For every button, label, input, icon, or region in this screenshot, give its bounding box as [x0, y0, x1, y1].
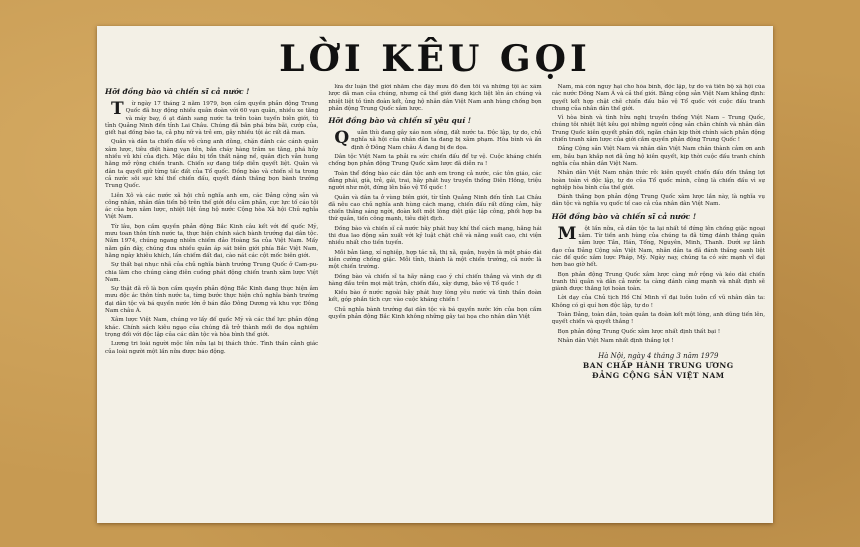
paragraph: Mỗi bản làng, xí nghiệp, hợp tác xã, thị xã, quận, huyện là một pháo đài kiên cường chống giặc. Mỗi tỉnh, thành là một chiến trường, cả nước là một chiến trường.	[328, 249, 542, 271]
paragraph: Một lần nữa, cả dân tộc ta lại nhất tề đứng lên chống giặc ngoại xâm. Từ tiền anh hùng của chúng ta đã từng đánh thắng quân xâm lược Tần, Hán, Tống, Nguyên, Minh, Thanh. Dưới sự lãnh đạo của Đảng Cộng sản Việt Nam, nhân dân ta đã đánh thắng oanh liệt các đế quốc xâm lược Pháp, Mỹ. Ngày nay, chúng ta có sức mạnh vĩ đại hơn bao giờ hết.	[551, 223, 765, 269]
signature-org-line-1: BAN CHẤP HÀNH TRUNG ƯƠNG	[582, 361, 734, 371]
paragraph: Đồng bào và chiến sĩ cả nước hãy phát huy khí thế cách mạng, hăng hái thi đua lao động sản xuất với kỷ luật chặt chẽ và năng suất cao, chi viện nhiều nhất cho tiền tuyến.	[328, 225, 542, 247]
paragraph: Quân và dân ta ở vùng biên giới, từ tỉnh Quảng Ninh đến tỉnh Lai Châu đã nêu cao chủ nghĩa anh hùng cách mạng, chiến đấu rất dũng cảm, hãy chiến thắng sáng ngời, đoàn kết một lòng diệt giặc lập công, phối hợp ba thứ quân, tiến công mạnh, tiêu diệt địch.	[328, 194, 542, 223]
paragraph: Chủ nghĩa bành trướng đại dân tộc và bá quyền nước lớn của bọn cầm quyền phản động Bắc Kinh không những gây tai họa cho nhân dân Việt	[328, 306, 542, 321]
paragraph: Từ lâu, bọn cầm quyền phản động Bắc Kinh câu kết với đế quốc Mỹ, mưu toan thôn tính nước ta, thực hiện chính sách bành trướng đại dân tộc. Năm 1974, chúng ngang nhiên chiếm đảo Hoàng Sa của Việt Nam. Mấy năm gần đây, chúng đưa nhiều quân áp sát biên giới phía Bắc Việt Nam, hằng ngày khiêu khích, lấn chiếm đất đai, cào nát các cột mốc biên giới.	[105, 223, 319, 259]
signature-place-date: Hà Nội, ngày 4 tháng 3 năm 1979	[598, 352, 719, 361]
paragraph: Lương tri loài người mộc lên nửa lại bị thách thức. Tình thần cảnh giác của loài người một lần nữa được báo động.	[105, 341, 319, 355]
column-1	[105, 84, 318, 519]
paragraph: Dân tộc Việt Nam ta phải ra sức chiến đấu để tự vệ. Cuộc kháng chiến chống bọn phản động Trung Quốc xâm lược đã diễn ra !	[328, 154, 542, 168]
salutation-1: Hỡi đồng bào và chiến sĩ cả nước !	[105, 87, 250, 96]
paragraph: Quân và dân ta chiến đấu vô cùng anh dũng, chặn đánh các cánh quân xâm lược, tiêu diệt hàng vạn tên, bắn cháy hàng trăm xe tăng, phá hủy nhiều vũ khí của địch. Mặc dầu bị tổn thất nặng nề, quân địch vẫn hung hăng mở rộng chiến tranh. Chiến sự đang tiếp diễn quyết liệt. Quân và dân ta quyết giữ từng tấc đất của Tổ quốc. Đồng bào và chiến sĩ ta trong cả nước sôi sục khí thế chiến đấu, quyết đánh thắng bọn bành trướng Trung Quốc.	[105, 139, 319, 190]
page-title: LỜI KÊU GỌI	[279, 38, 591, 80]
paragraph: Đảng Cộng sản Việt Nam và nhân dân Việt Nam chân thành cảm ơn anh em, bầu bạn khắp nơi đã ủng hộ kiên quyết, kịp thời cuộc đấu tranh chính nghĩa của nhân dân Việt Nam.	[551, 146, 765, 167]
paragraph: Sự thất bại nhục nhã của chủ nghĩa bành trướng Trung Quốc ở Cam-pu-chia làm cho chúng càng điên cuồng phát động chiến tranh xâm lược Việt Nam.	[105, 262, 319, 283]
paragraph: Từ ngày 17 tháng 2 năm 1979, bọn cầm quyền phản động Trung Quốc đã huy động nhiều quân đoàn với 60 vạn quân, nhiều xe tăng và máy bay, ồ ạt đánh sang nước ta trên toàn tuyến biên giới, từ tỉnh Quảng Ninh đến tỉnh Lai Châu. Chúng đã bắn phá bừa bãi, cướp của, giết hại đồng bào ta, cả phụ nữ và trẻ em, gây nhiều tội ác rất dã man.	[105, 99, 319, 137]
paragraph: Toàn thể đồng bào các dân tộc anh em trong cả nước, các tôn giáo, các đảng phái, già, trẻ, gái, trai, hãy phát huy truyền thống Diên Hồng, triệu người như một, đứng lên bảo vệ Tổ quốc !	[328, 170, 542, 192]
paragraph: Bọn phản động Trung Quốc xâm lược càng mở rộng và kéo dài chiến tranh thì quân và dân cả nước ta càng đánh càng mạnh và nhất định sẽ giành được thắng lợi hoàn toàn.	[551, 271, 765, 293]
signature-org-line-2: ĐẢNG CỘNG SẢN VIỆT NAM	[592, 371, 725, 381]
paragraph: Đồng bào và chiến sĩ ta hãy nâng cao ý chí chiến thắng và vinh dự đi hàng đầu trên mọi mặt trận, chiến đấu, xây dựng, bảo vệ Tổ quốc !	[328, 273, 542, 287]
text-columns	[105, 84, 765, 519]
paragraph: Nhân dân Việt Nam nhất định thắng lợi !	[557, 337, 674, 344]
paragraph: Sự thật đã rõ là bọn cầm quyền phản động Bắc Kinh đang thực hiện âm mưu độc ác thôn tính nước ta, từng bước thực hiện chủ nghĩa bành trướng đại dân tộc và bá quyền nước lớn ở bán đảo Đông Dương và khu vực Đông Nam châu Á.	[105, 286, 319, 315]
paragraph: Toàn Đảng, toàn dân, toàn quân ta đoàn kết một lòng, anh dũng tiến lên, quyết chiến và quyết thắng !	[551, 312, 765, 326]
paragraph: Vì hòa bình và tình hữu nghị truyền thống Việt Nam – Trung Quốc, chúng tôi nhiệt liệt kêu gọi những người cộng sản chân chính và nhân dân Trung Quốc kiên quyết phản đối, ngăn chặn kịp thời chính sách phản động chiến tranh xâm lược của giới cầm quyền phản động Trung Quốc !	[551, 115, 765, 144]
paragraph: Kiều bào ở nước ngoài hãy phát huy lòng yêu nước và tình thần đoàn kết, góp phần tích cực vào cuộc kháng chiến !	[328, 290, 542, 304]
salutation-3: Hỡi đồng bào và chiến sĩ cả nước !	[551, 211, 697, 221]
document-page	[97, 26, 773, 523]
column-2	[328, 84, 541, 519]
paragraph: Nhân dân Việt Nam nhận thức rõ: kiên quyết chiến đấu đến thắng lợi hoàn toàn vì độc lập, tự do của Tổ quốc mình, cũng là chiến đấu vì sự nghiệp hòa bình của thế giới.	[551, 170, 765, 191]
paragraph: Xâm lược Việt Nam, chúng vơ lấy đế quốc Mỹ và các thế lực phản động khác. Chính sách kiêu ngạo của chúng đã trở thành mối đe dọa nghiêm trọng đối với độc lập của các dân tộc và hòa bình thế giới.	[105, 317, 319, 338]
column-3	[552, 84, 765, 519]
salutation-2: Hỡi đồng bào và chiến sĩ yêu quí !	[328, 116, 472, 126]
paragraph: Lời dạy của Chủ tịch Hồ Chí Minh vĩ đại luôn luôn cổ vũ nhân dân ta: Không có gì quí hơn độc lập, tự do !	[551, 295, 765, 309]
paragraph: Đánh thắng bọn phản động Trung Quốc xâm lược lần này, là nghĩa vụ dân tộc và nghĩa vụ quốc tế cao cả của nhân dân Việt Nam.	[551, 194, 765, 208]
paragraph: lừa dư luận thế giới nhằm che đậy mưu đồ đen tối và những tội ác xâm lược dã man của chúng, nhưng cả thế giới đang kịch liệt lên án chúng và nhiệt liệt tỏ tình đoàn kết, ủng hộ nhân dân Việt Nam anh hùng chống bọn phản động Trung Quốc xâm lược.	[328, 84, 542, 112]
paragraph: Bọn phản động Trung Quốc xâm lược nhất định thất bại !	[557, 328, 721, 335]
paragraph: Nam, mà còn nguy hại cho hòa bình, độc lập, tự do và tiến bộ xã hội của các nước Đông Nam Á và cả thế giới. Bằng cộng sản Việt Nam khẳng định: quyết kết hợp chặt chẽ chiến đấu bảo vệ Tổ quốc với cuộc đấu tranh chung của nhân dân thế giới.	[551, 84, 765, 112]
paragraph: Liên Xô và các nước xã hội chủ nghĩa anh em, các Đảng cộng sản và công nhân, nhân dân tiến bộ trên thế giới đều căm phẫn, cực lực tố cáo tội ác của bọn xâm lược, nhiệt liệt ủng hộ nước Cộng hòa Xã hội Chủ nghĩa Việt Nam.	[105, 192, 319, 221]
paragraph: Quân thù đang gây xáo non sông, đất nước ta. Độc lập, tự do, chủ nghĩa xã hội của nhân dân ta đang bị xâm phạm. Hòa bình và ấn định ở Đông Nam châu Á đang bị đe dọa.	[334, 128, 542, 151]
signature-block	[552, 351, 765, 381]
